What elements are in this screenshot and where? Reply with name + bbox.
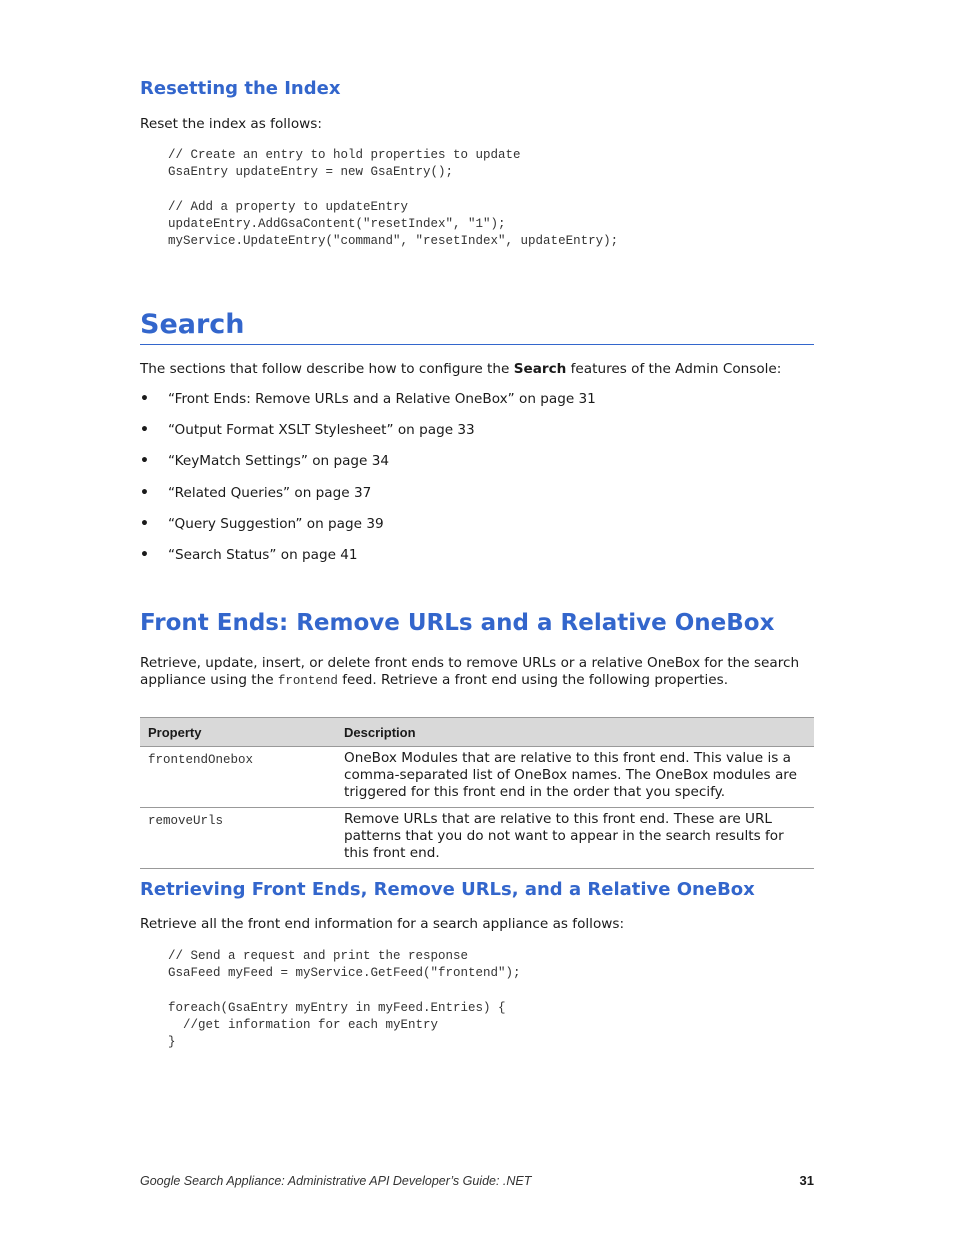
bullet-icon: •: [140, 515, 149, 532]
list-item[interactable]: • “Output Format XSLT Stylesheet” on page 33: [140, 422, 475, 439]
list-item[interactable]: • “Related Queries” on page 37: [140, 484, 372, 501]
footer-document-title: Google Search Appliance: Administrative API Developer’s Guide: .NET: [140, 1174, 532, 1188]
column-header-description: Description: [336, 718, 814, 747]
column-header-property: Property: [140, 718, 336, 747]
property-cell: removeUrls: [140, 808, 336, 869]
heading-resetting-the-index: Resetting the Index: [140, 78, 341, 99]
table-row: [140, 747, 814, 808]
heading-search: Search: [140, 309, 245, 340]
table-row: [140, 808, 814, 869]
heading-rule: [140, 344, 814, 345]
code-block-retrieve-front-ends: // Send a request and print the response GsaFeed myFeed = myService.GetFeed("frontend"); foreach(GsaEntry myEntry in myFeed.Entries) { //get information for each myEntry }: [168, 949, 521, 1050]
list-item[interactable]: • “Front Ends: Remove URLs and a Relative OneBox” on page 31: [140, 391, 596, 407]
list-item[interactable]: • “Query Suggestion” on page 39: [140, 515, 384, 532]
search-section-list: [140, 391, 814, 578]
properties-table: [140, 717, 814, 869]
bullet-icon: •: [140, 546, 149, 563]
list-item[interactable]: • “KeyMatch Settings” on page 34: [140, 453, 390, 470]
retrieving-intro: Retrieve all the front end information for a search appliance as follows:: [140, 916, 625, 932]
list-item[interactable]: • “Search Status” on page 41: [140, 546, 358, 563]
frontend-code-inline: frontend: [277, 674, 338, 688]
footer-page-number: 31: [799, 1173, 814, 1188]
search-intro: The sections that follow describe how to configure the Search features of the Admin Console:: [140, 361, 782, 377]
description-cell: Remove URLs that are relative to this front end. These are URL patterns that you do not want to appear in the search results for this front end.: [336, 808, 814, 869]
resetting-intro: Reset the index as follows:: [140, 116, 322, 132]
bullet-icon: •: [140, 391, 149, 407]
bullet-icon: •: [140, 484, 149, 501]
bullet-icon: •: [140, 453, 149, 470]
property-cell: frontendOnebox: [140, 747, 336, 808]
table-header-row: [140, 718, 814, 747]
search-intro-bold: Search: [513, 361, 567, 377]
heading-front-ends: Front Ends: Remove URLs and a Relative OneBox: [140, 610, 775, 636]
heading-retrieving-front-ends: Retrieving Front Ends, Remove URLs, and a Relative OneBox: [140, 879, 755, 900]
description-cell: OneBox Modules that are relative to this front end. This value is a comma-separated list of OneBox names. The OneBox modules are triggered for this front end in the order that you specify.: [336, 747, 814, 808]
front-ends-intro: Retrieve, update, insert, or delete front ends to remove URLs or a relative OneBox for the search appliance using the frontend feed. Retrieve a front end using the following properties.: [140, 655, 800, 688]
code-block-reset-index: // Create an entry to hold properties to update GsaEntry updateEntry = new GsaEntry(); // Add a property to updateEntry updateEntry.AddGsaContent("resetIndex", "1"); myService.UpdateEntry("command", "resetIndex", updateEntry);: [168, 148, 619, 249]
bullet-icon: •: [140, 422, 149, 439]
